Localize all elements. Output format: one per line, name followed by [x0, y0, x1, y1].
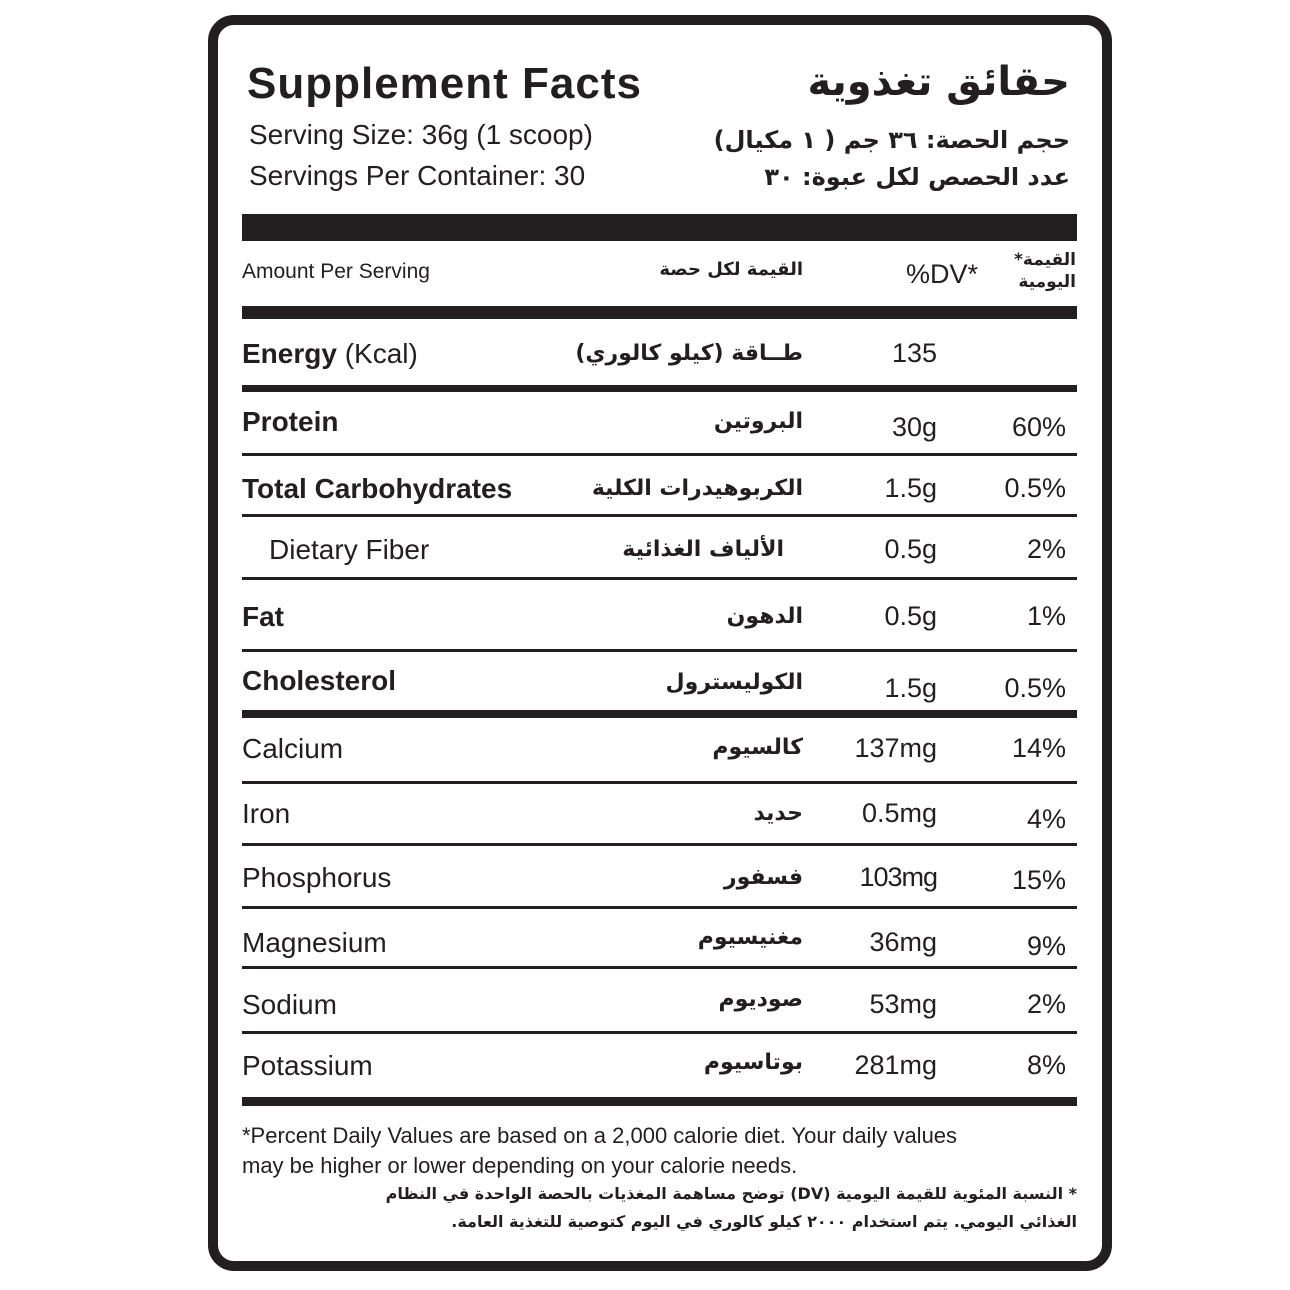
row-dv-calcium: 14%: [1011, 733, 1066, 763]
row-label-fat: Fat: [242, 601, 284, 632]
dv-header-ar-line2: اليومية: [1018, 272, 1076, 292]
row-ar-iron: حديد: [753, 801, 803, 826]
row-ar-fat: الدهون: [726, 604, 803, 629]
row-dv-potassium: 8%: [1026, 1050, 1066, 1080]
row-ar-protein: البروتين: [713, 409, 803, 434]
top-thick-bar: [242, 214, 1077, 241]
row-amount-phosphorus: 103mg: [859, 862, 937, 892]
row-divider: [242, 514, 1077, 517]
row-label-energy: Energy (Kcal): [242, 338, 418, 369]
row-dv-carbohydrates: 0.5%: [1004, 473, 1066, 503]
serving-size-en: Serving Size: 36g (1 scoop): [249, 119, 593, 150]
amount-per-serving-ar: القيمة لكل حصة: [659, 259, 803, 280]
footnote-ar-line2: الغذائي اليومي. يتم استخدام ٢٠٠٠ كيلو كالوري في اليوم كتوصية للتغذية العامة.: [451, 1212, 1077, 1231]
row-label-dietary-fiber: Dietary Fiber: [269, 534, 430, 565]
row-label-calcium: Calcium: [242, 733, 344, 764]
row-dv-dietary-fiber: 2%: [1026, 534, 1066, 564]
row-dv-sodium: 2%: [1026, 989, 1066, 1019]
row-amount-carbohydrates: 1.5g: [884, 473, 937, 503]
footer-divider-bar: [242, 1097, 1077, 1106]
title-ar: حقائق تغذوية: [807, 59, 1070, 105]
row-ar-carbohydrates: الكربوهيدرات الكلية: [591, 476, 803, 501]
row-label-phosphorus: Phosphorus: [242, 862, 392, 893]
row-label-sodium: Sodium: [242, 989, 337, 1020]
row-ar-sodium: صوديوم: [718, 987, 803, 1012]
servings-per-container-en: Servings Per Container: 30: [249, 160, 586, 191]
row-amount-energy: 135: [891, 338, 937, 368]
row-label-potassium: Potassium: [242, 1050, 373, 1081]
row-label-magnesium: Magnesium: [242, 927, 387, 958]
row-ar-calcium: كالسيوم: [712, 735, 803, 760]
row-amount-sodium: 53mg: [869, 989, 937, 1019]
row-dv-iron: 4%: [1026, 804, 1066, 834]
footnote-ar-line1: * النسبة المئوية للقيمة اليومية (DV) توضح مساهمة المغذيات بالحصة الواحدة في النظام: [385, 1184, 1077, 1203]
row-amount-iron: 0.5mg: [861, 798, 937, 828]
row-dv-phosphorus: 15%: [1011, 865, 1066, 895]
row-ar-energy: طــاقة (كيلو كالوري): [575, 341, 803, 366]
row-ar-potassium: بوتاسيوم: [703, 1050, 803, 1075]
row-divider: [242, 906, 1077, 909]
row-dv-magnesium: 9%: [1026, 931, 1066, 961]
row-divider: [242, 453, 1077, 456]
title-en: Supplement Facts: [247, 59, 642, 108]
row-amount-magnesium: 36mg: [869, 927, 937, 957]
row-dv-cholesterol: 0.5%: [1004, 673, 1066, 703]
row-ar-phosphorus: فسفور: [723, 865, 803, 890]
row-amount-cholesterol: 1.5g: [884, 673, 937, 703]
row-dv-fat: 1%: [1026, 601, 1066, 631]
row-divider: [242, 781, 1077, 784]
dv-header-en: %DV*: [906, 259, 979, 289]
footnote-en-line2: may be higher or lower depending on your calorie needs.: [242, 1153, 798, 1178]
row-amount-fat: 0.5g: [884, 601, 937, 631]
dv-header-ar-line1: القيمة*: [1014, 250, 1076, 270]
row-divider: [242, 966, 1077, 969]
row-amount-protein: 30g: [891, 412, 937, 442]
row-amount-calcium: 137mg: [854, 733, 937, 763]
serving-size-ar: حجم الحصة: ٣٦ جم ( ١ مكيال): [713, 126, 1070, 154]
row-divider: [242, 649, 1077, 652]
row-dv-protein: 60%: [1011, 412, 1066, 442]
servings-per-container-ar: عدد الحصص لكل عبوة: ٣٠: [764, 163, 1070, 191]
row-amount-potassium: 281mg: [854, 1050, 937, 1080]
row-label-carbohydrates: Total Carbohydrates: [242, 473, 513, 504]
row-divider: [242, 1031, 1077, 1034]
amount-per-serving-en: Amount Per Serving: [242, 260, 430, 283]
row-ar-cholesterol: الكوليسترول: [665, 670, 803, 695]
label-panel: [208, 15, 1112, 1271]
row-amount-dietary-fiber: 0.5g: [884, 534, 937, 564]
row-label-protein: Protein: [242, 406, 339, 437]
minerals-divider-bar: [242, 710, 1077, 718]
row-label-cholesterol: Cholesterol: [242, 665, 397, 696]
row-divider: [242, 843, 1077, 846]
row-divider: [242, 577, 1077, 580]
footnote-en-line1: *Percent Daily Values are based on a 2,000 calorie diet. Your daily values: [242, 1123, 958, 1148]
row-label-iron: Iron: [242, 798, 291, 829]
row-divider: [242, 385, 1077, 392]
row-ar-magnesium: مغنيسيوم: [697, 925, 803, 950]
row-ar-dietary-fiber: الألياف الغذائية: [622, 537, 784, 562]
header-bottom-bar: [242, 306, 1077, 319]
